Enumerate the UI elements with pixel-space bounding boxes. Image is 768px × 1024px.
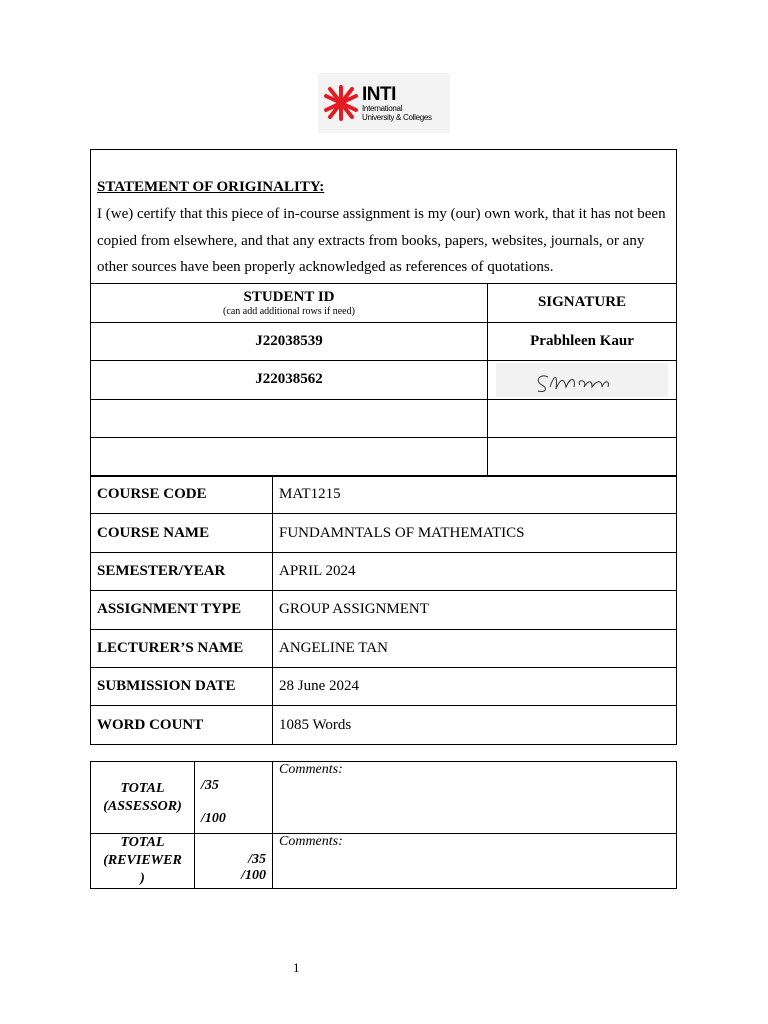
table-row — [91, 667, 677, 705]
reviewer-score-100: /100 — [241, 868, 266, 883]
assessor-total-line2: (ASSESSOR) — [103, 798, 182, 814]
table-row — [91, 438, 677, 477]
student-id-header — [91, 284, 488, 323]
signature-cell — [488, 438, 677, 477]
lecturer-name-label: LECTURER’S NAME — [91, 629, 273, 667]
assessor-score-100: /100 — [201, 811, 226, 826]
course-code-label: COURSE CODE — [91, 476, 273, 514]
assessor-score-35: /35 — [201, 778, 219, 793]
assessor-total-label — [91, 762, 195, 834]
table-row — [91, 476, 677, 514]
signature-cell: Prabhleen Kaur — [488, 322, 677, 361]
assignment-type-value: GROUP ASSIGNMENT — [273, 591, 677, 629]
statement-heading: STATEMENT OF ORIGINALITY: — [97, 179, 325, 195]
word-count-value: 1085 Words — [273, 706, 677, 744]
table-row — [91, 629, 677, 667]
statement-box — [90, 149, 677, 284]
inti-logo — [318, 73, 450, 133]
reviewer-score-35: /35 — [248, 852, 266, 867]
student-id-cell — [91, 438, 488, 477]
assessor-comments: Comments: — [273, 762, 677, 834]
submission-date-value: 28 June 2024 — [273, 667, 677, 705]
semester-year-label: SEMESTER/YEAR — [91, 552, 273, 590]
submission-date-label: SUBMISSION DATE — [91, 667, 273, 705]
signature-cell — [488, 361, 677, 400]
table-row — [91, 552, 677, 590]
table-row — [91, 514, 677, 552]
table-row — [91, 399, 677, 438]
reviewer-total-line1: TOTAL — [120, 835, 165, 850]
logo-line2: University & Colleges — [362, 112, 432, 122]
table-row — [91, 322, 677, 361]
table-row — [91, 361, 677, 400]
semester-year-value: APRIL 2024 — [273, 552, 677, 590]
student-id-header-label: STUDENT ID — [243, 288, 335, 305]
lecturer-name-value: ANGELINE TAN — [273, 629, 677, 667]
word-count-label: WORD COUNT — [91, 706, 273, 744]
reviewer-comments: Comments: — [273, 834, 677, 889]
table-row — [91, 706, 677, 744]
table-row — [91, 762, 677, 834]
course-name-label: COURSE NAME — [91, 514, 273, 552]
course-info-table — [90, 475, 677, 745]
reviewer-total-line2: (REVIEWER — [103, 853, 182, 868]
handwritten-signature-image — [496, 363, 668, 397]
assessor-score-cell — [195, 762, 273, 834]
student-id-cell: J22038539 — [91, 322, 488, 361]
marks-table — [90, 761, 677, 889]
reviewer-total-line3: ) — [140, 871, 145, 886]
logo-line1: International — [362, 103, 403, 113]
logo-name: INTI — [362, 83, 396, 105]
student-id-cell — [91, 399, 488, 438]
reviewer-score-cell — [195, 834, 273, 889]
reviewer-total-label — [91, 834, 195, 889]
table-row — [91, 591, 677, 629]
assessor-total-line1: TOTAL — [120, 780, 165, 796]
page-number: 1 — [293, 960, 300, 975]
student-id-header-note: (can add additional rows if need) — [223, 305, 355, 317]
table-row — [91, 834, 677, 889]
signature-header: SIGNATURE — [488, 284, 677, 323]
assignment-type-label: ASSIGNMENT TYPE — [91, 591, 273, 629]
student-id-table — [90, 283, 677, 477]
statement-body: I (we) certify that this piece of in-course assignment is my (our) own work, that it has not been copied from elsewhere, and that any extracts from books, papers, websites, journals, or any other sources have been properly acknowledged as references of quotations. — [97, 206, 666, 275]
asterisk-logo-icon — [322, 84, 360, 122]
student-id-cell: J22038562 — [91, 361, 488, 400]
course-name-value: FUNDAMNTALS OF MATHEMATICS — [273, 514, 677, 552]
signature-cell — [488, 399, 677, 438]
course-code-value: MAT1215 — [273, 476, 677, 514]
